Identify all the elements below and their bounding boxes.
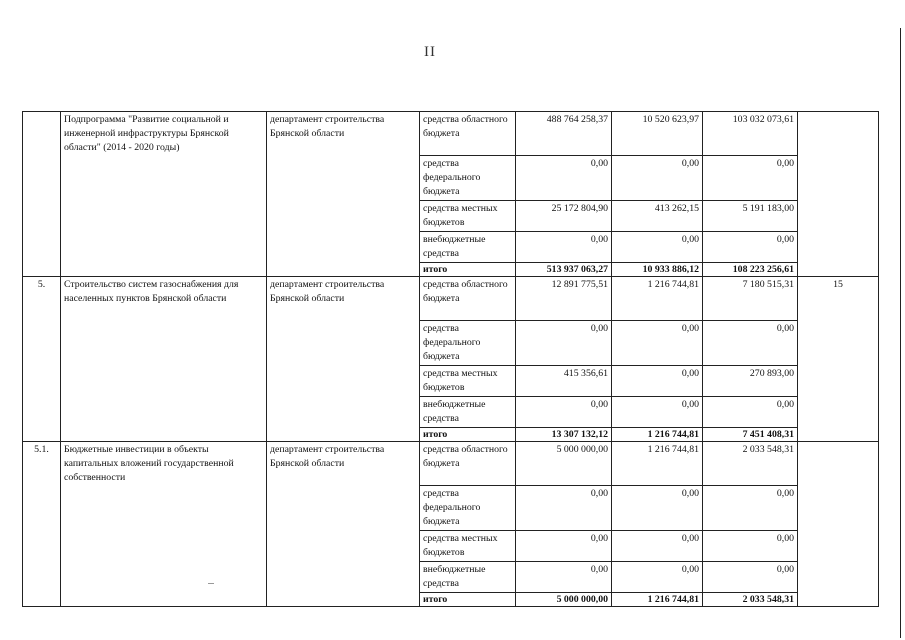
amount-cell: 7 180 515,31 [703,277,798,321]
amount-cell: 1 216 744,81 [612,442,703,486]
total-amount-cell: 13 307 132,12 [516,428,612,442]
total-amount-cell: 7 451 408,31 [703,428,798,442]
funding-source: средства федерального бюджета [420,486,516,531]
amount-cell: 103 032 073,61 [703,112,798,156]
funding-source: внебюджетные средства [420,397,516,428]
amount-cell: 0,00 [516,562,612,593]
amount-cell: 488 764 258,37 [516,112,612,156]
total-amount-cell: 2 033 548,31 [703,593,798,607]
amount-cell: 0,00 [703,321,798,366]
amount-cell: 0,00 [612,486,703,531]
funding-source-total: итого [420,593,516,607]
department: департамент строительства Брянской области [267,442,420,607]
funding-source: средства местных бюджетов [420,531,516,562]
amount-cell: 413 262,15 [612,201,703,232]
total-amount-cell: 1 216 744,81 [612,428,703,442]
total-amount-cell: 1 216 744,81 [612,593,703,607]
table-row [23,277,879,321]
amount-cell: 0,00 [612,156,703,201]
amount-cell: 10 520 623,97 [612,112,703,156]
amount-cell: 0,00 [516,321,612,366]
extra-cell [798,442,879,607]
funding-source: средства местных бюджетов [420,366,516,397]
total-amount-cell: 10 933 886,12 [612,263,703,277]
department: департамент строительства Брянской области [267,112,420,277]
funding-source-total: итого [420,428,516,442]
funding-source: внебюджетные средства [420,232,516,263]
amount-cell: 12 891 775,51 [516,277,612,321]
amount-cell: 1 216 744,81 [612,277,703,321]
row-number: 5. [23,277,61,442]
amount-cell: 0,00 [516,232,612,263]
program-title: Подпрограмма "Развитие социальной и инженерной инфраструктуры Брянской области" (2014 - 2020 годы) [61,112,267,277]
amount-cell: 5 000 000,00 [516,442,612,486]
funding-source: средства областного бюджета [420,442,516,486]
row-number [23,112,61,277]
funding-source: внебюджетные средства [420,562,516,593]
extra-cell [798,112,879,277]
total-amount-cell: 5 000 000,00 [516,593,612,607]
amount-cell: 415 356,61 [516,366,612,397]
amount-cell: 0,00 [703,232,798,263]
amount-cell: 0,00 [516,486,612,531]
funding-source: средства областного бюджета [420,112,516,156]
funding-source-total: итого [420,263,516,277]
program-title: Бюджетные инвестиции в объекты капитальных вложений государственной собственности [61,442,267,607]
amount-cell: 2 033 548,31 [703,442,798,486]
amount-cell: 25 172 804,90 [516,201,612,232]
page-number: II [424,44,436,60]
amount-cell: 0,00 [703,486,798,531]
amount-cell: 0,00 [703,397,798,428]
funding-source: средства федерального бюджета [420,156,516,201]
amount-cell: 270 893,00 [703,366,798,397]
funding-source: средства областного бюджета [420,277,516,321]
amount-cell: 0,00 [516,531,612,562]
amount-cell: 0,00 [612,366,703,397]
amount-cell: 0,00 [612,321,703,366]
row-number: 5.1. [23,442,61,607]
budget-table [22,111,879,607]
extra-cell: 15 [798,277,879,442]
table-row [23,112,879,156]
funding-source: средства местных бюджетов [420,201,516,232]
amount-cell: 0,00 [612,531,703,562]
amount-cell: 0,00 [612,562,703,593]
amount-cell: 0,00 [703,156,798,201]
amount-cell: 0,00 [612,397,703,428]
amount-cell: 5 191 183,00 [703,201,798,232]
program-title: Строительство систем газоснабжения для населенных пунктов Брянской области [61,277,267,442]
amount-cell: 0,00 [703,531,798,562]
department: департамент строительства Брянской области [267,277,420,442]
amount-cell: 0,00 [612,232,703,263]
table-row [23,442,879,486]
page-edge-line [900,28,901,638]
total-amount-cell: 108 223 256,61 [703,263,798,277]
amount-cell: 0,00 [516,397,612,428]
total-amount-cell: 513 937 063,27 [516,263,612,277]
amount-cell: 0,00 [703,562,798,593]
amount-cell: 0,00 [516,156,612,201]
funding-source: средства федерального бюджета [420,321,516,366]
